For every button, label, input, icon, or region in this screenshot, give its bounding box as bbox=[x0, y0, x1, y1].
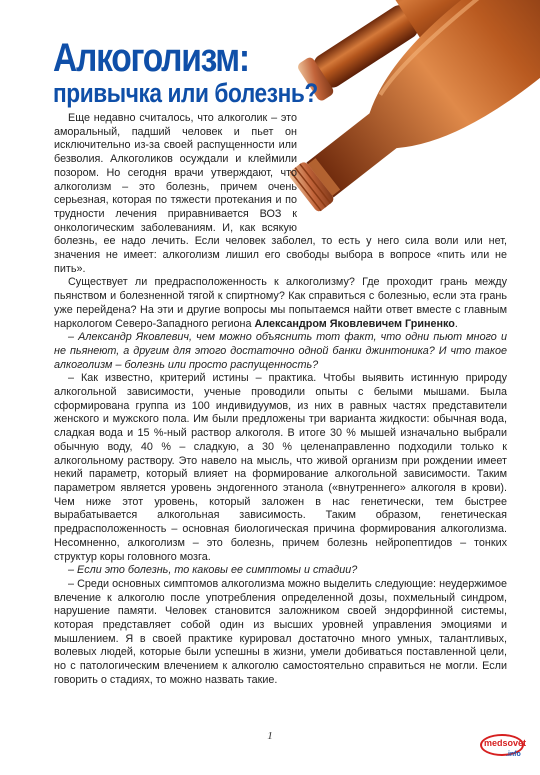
medsovet-logo[interactable] bbox=[480, 734, 526, 762]
interview-answer-1: – Как известно, критерий истины – практика. Чтобы выявить истинную природу алкогольной зависимости, ученые проводили опыты с белыми мышами. Была сформирована группа из 100 индивидуумов, из них в равных частях представители женского и мужского пола. Им были предложены три варианта жидкости: обычная вода, сладкая вода и 15 %-ный раствор алкоголя. В итоге 30 % мышей изначально выбрали обычную воду, 40 % – сладкую, а 30 % целенаправленно подходили только к алкогольному раствору. Это навело на мысль, что живой организм при рождении имеет некий параметр, который влияет на формирование алкогольной зависимости. Таким параметром является уровень эндогенного этанола («внутреннего» алкоголя в крови). Чем ниже этот уровень, который заложен в нас генетически, тем быстрее вырабатывается алкогольная зависимость. Таким образом, генетическая предрасположенность – основная биологическая причина формирования алкоголизма. Несомненно, алкоголизм – это болезнь, причем болезнь нейропептидов – тонких структур коры головного мозга. bbox=[54, 372, 507, 563]
image-wrap-space bbox=[297, 112, 507, 222]
article-body bbox=[54, 112, 507, 688]
article-title bbox=[53, 38, 368, 107]
paragraph-intro: Еще недавно считалось, что алкоголик – это аморальный, падший человек и пьет он исключительно из-за своей распущенности или безволия. Алкоголиков осуждали и клеймили позором. Но сегодня врачи утверждают, что алкоголизм – это болезнь, причем очень серьезная, которая по тяжести протекания и по трудности лечения приравнивается ВОЗ к онкологическим заболеваниям. И, как всякую болезнь, ее надо лечить. Если человек заболел, то есть у него сила воли или нет, значения не имеет: алкоголизм лишил его свободы выбора в вопросе «пить или не пить». bbox=[54, 112, 507, 275]
logo-text-domain: .info bbox=[506, 751, 521, 758]
interview-question-2: – Если это болезнь, то каковы ее симптомы и стадии? bbox=[68, 564, 358, 577]
page-number: 1 bbox=[267, 730, 273, 742]
expert-name: Александром Яковлевичем Гриненко bbox=[254, 317, 455, 330]
logo-text-main: medsovet bbox=[484, 738, 527, 748]
title-line-2: привычка или болезнь? bbox=[53, 78, 318, 108]
paragraph-questions: Существует ли предрасположенность к алкоголизму? Где проходит грань между пьянством и болезненной тягой к спиртному? Как справиться с болезнью, если эта грань уже перейдена? На эти и другие вопросы мы попытаемся найти ответ вместе с главным наркологом Северо-Западного региона Александром Яковлевичем Гриненко. bbox=[54, 276, 507, 330]
interview-question-1: – Александр Яковлевич, чем можно объяснить тот факт, что одни пьют много и не пьянеют, а другим для этого достаточно одной банки джинтоника? И что такое алкоголизм – болезнь или просто распущенность? bbox=[54, 331, 507, 371]
interview-answer-2: – Среди основных симптомов алкоголизма можно выделить следующие: неудержимое влечение к алкоголю после употребления определенной дозы, похмельный синдром, нарушение памяти. Человек становится заложником своей эндорфинной системы, которая представляет собой один из высших уровней управления эмоциями и мышлением. Я в своей практике курировал достаточно много умных, талантливых, волевых людей, которые были успешны в жизни, умели добиваться поставленной цели, но с патологическим влечением к алкоголю самостоятельно справиться не могли. Если говорить о стадиях, то можно назвать такие. bbox=[54, 577, 507, 686]
title-line-1: Алкоголизм: bbox=[53, 36, 249, 80]
